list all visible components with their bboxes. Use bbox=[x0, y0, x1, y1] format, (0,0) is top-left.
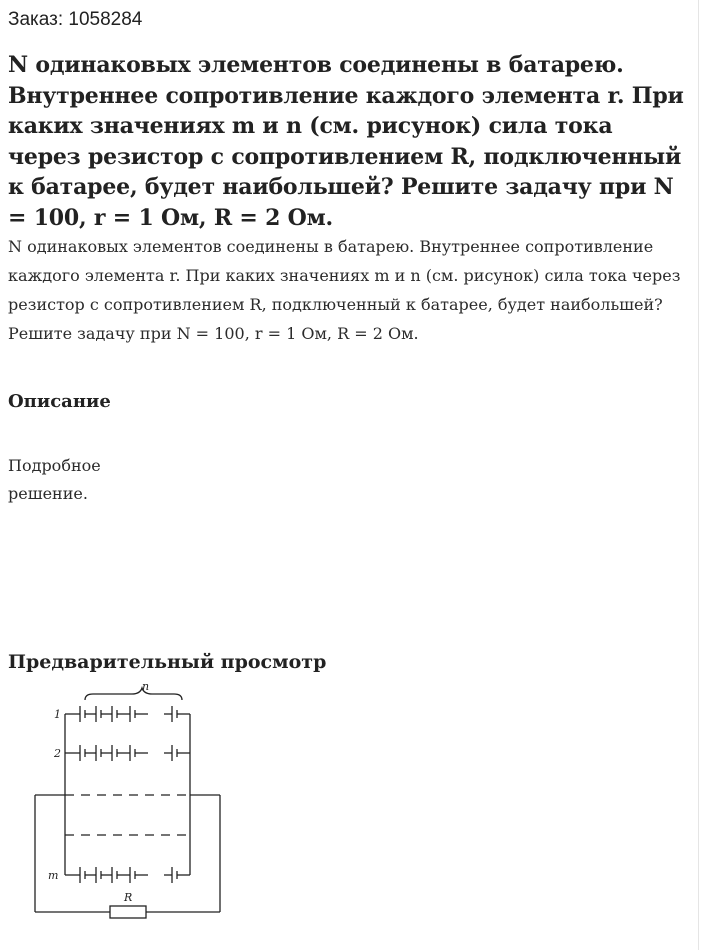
battery-row-2 bbox=[65, 745, 190, 761]
order-number: Заказ: 1058284 bbox=[8, 9, 143, 30]
task-description: N одинаковых элементов соединены в батарею. Внутреннее сопротивление каждого элемента r. При каких значениях m и n (см. рисунок) сила тока через резистор с сопротивлением R, подключенный к батарее, будет наибольшей? Решите задачу при N = 100, r = 1 Ом, R = 2 Ом. bbox=[8, 237, 681, 343]
description-heading: Описание bbox=[8, 391, 111, 412]
task-title: N одинаковых элементов соединены в батарею. Внутреннее сопротивление каждого элемента r. При каких значениях m и n (см. рисунок) сила тока через резистор с сопротивлением R, подключенный к батарее, будет наибольшей? Решите задачу при N = 100, r = 1 Ом, R = 2 Ом. bbox=[8, 52, 684, 231]
label-n: n bbox=[142, 680, 150, 693]
label-R: R bbox=[124, 891, 133, 904]
description-text: Подробное решение. bbox=[8, 456, 101, 503]
preview-heading: Предварительный просмотр bbox=[8, 651, 327, 673]
label-row-1: 1 bbox=[54, 708, 61, 721]
label-row-2: 2 bbox=[54, 747, 61, 760]
page-border bbox=[698, 0, 699, 950]
circuit-diagram bbox=[30, 680, 250, 940]
resistor-R bbox=[110, 906, 146, 918]
brace-n bbox=[85, 688, 182, 700]
battery-row-1 bbox=[65, 706, 190, 722]
battery-row-m bbox=[65, 867, 190, 883]
label-row-m: m bbox=[48, 869, 59, 882]
